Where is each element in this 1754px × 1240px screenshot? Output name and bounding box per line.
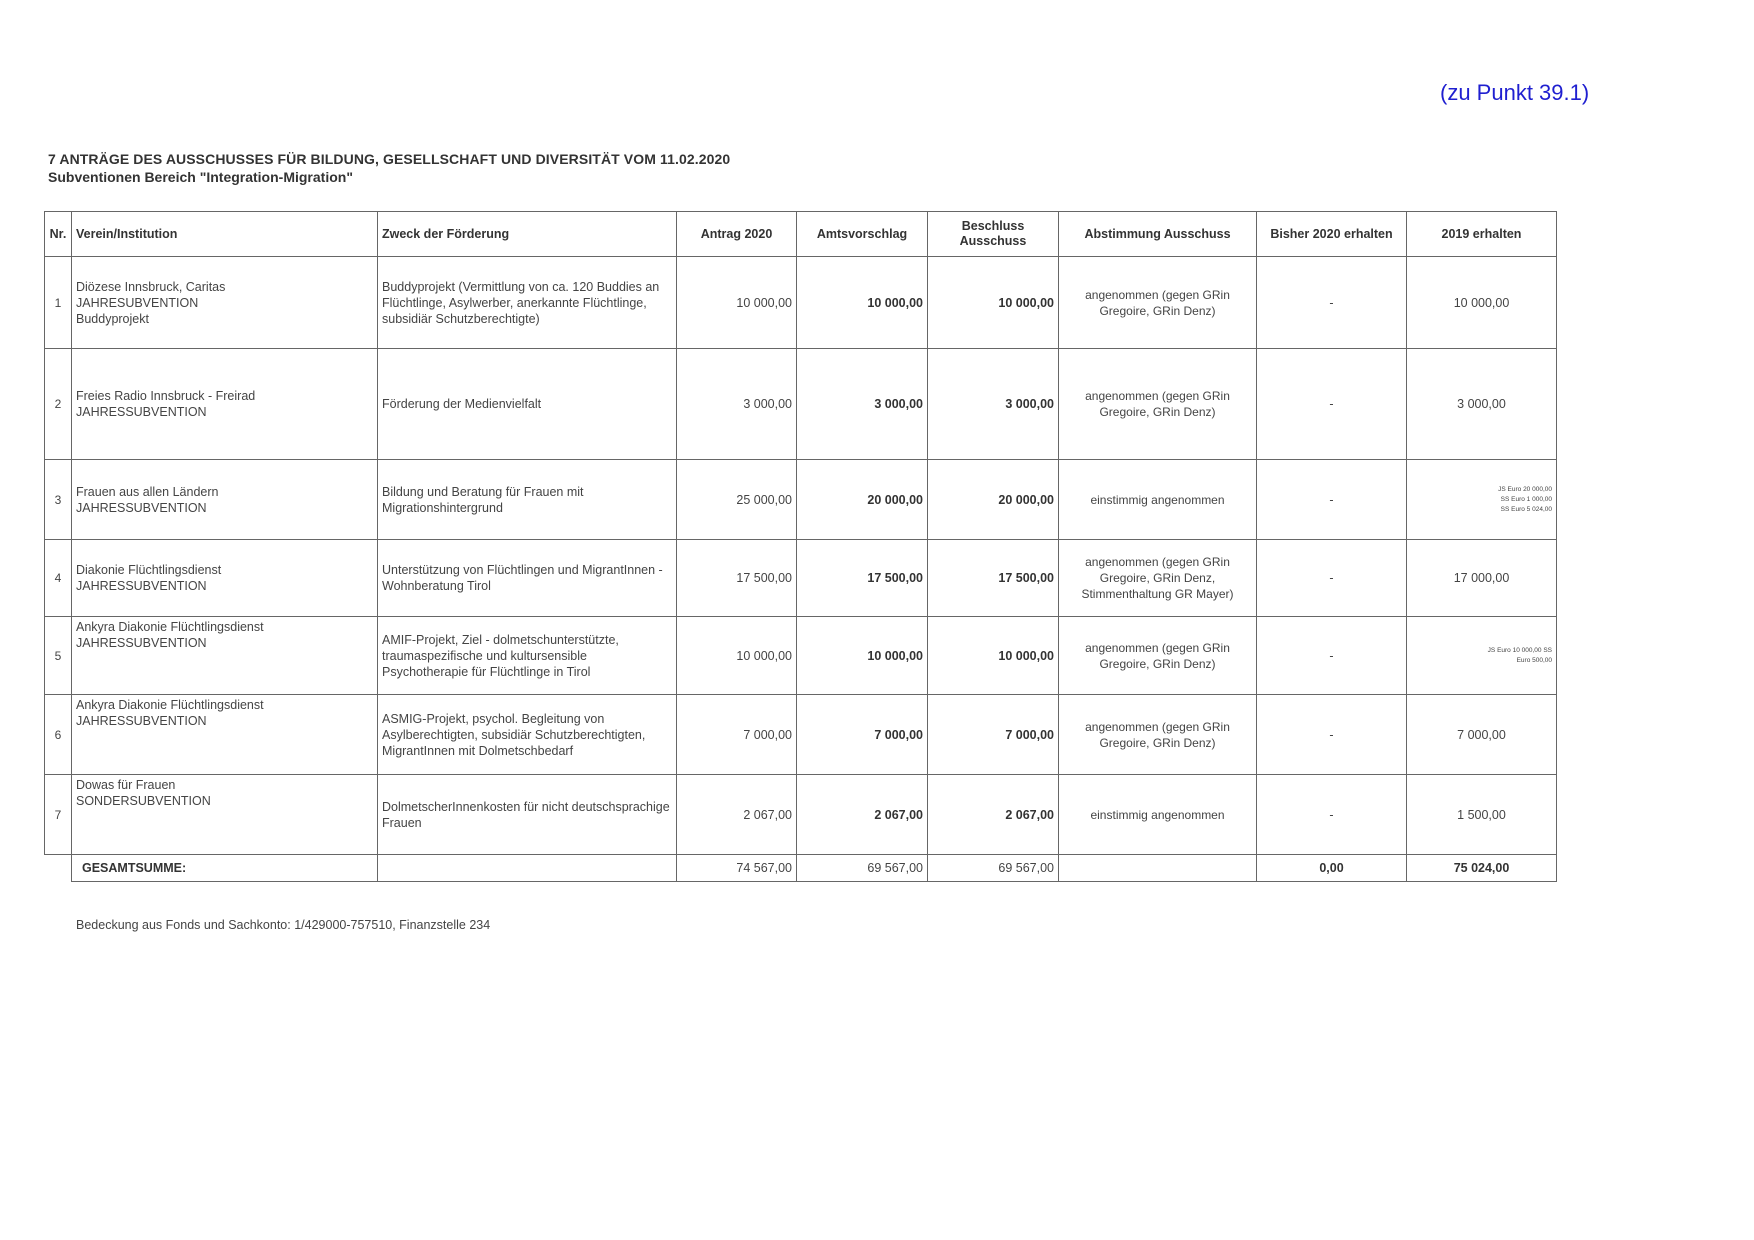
header-nr: Nr. [45, 212, 72, 257]
cell-antrag: 7 000,00 [677, 695, 797, 775]
cell-abstimmung: angenommen (gegen GRin Gregoire, GRin Denz) [1059, 617, 1257, 695]
cell-beschluss: 17 500,00 [928, 540, 1059, 617]
cell-abstimmung: angenommen (gegen GRin Gregoire, GRin Denz, Stimmenthaltung GR Mayer) [1059, 540, 1257, 617]
document-heading [48, 150, 730, 186]
agenda-reference: (zu Punkt 39.1) [1440, 80, 1590, 105]
header-zweck: Zweck der Förderung [378, 212, 677, 257]
cell-zweck: AMIF-Projekt, Ziel - dolmetschunterstützte, traumaspezifische und kultursensible Psychotherapie für Flüchtlinge in Tirol [378, 617, 677, 695]
subsidy-table [44, 211, 1557, 882]
header-beschluss: Beschluss Ausschuss [928, 212, 1059, 257]
cell-abstimmung: angenommen (gegen GRin Gregoire, GRin Denz) [1059, 349, 1257, 460]
cell-zweck: Unterstützung von Flüchtlingen und MigrantInnen - Wohnberatung Tirol [378, 540, 677, 617]
cell-amtsvorschlag: 3 000,00 [797, 349, 928, 460]
cell-2019: 7 000,00 [1407, 695, 1557, 775]
cell-2019: JS Euro 20 000,00 SS Euro 1 000,00 SS Euro 5 024,00 [1407, 460, 1557, 540]
total-label: GESAMTSUMME: [72, 855, 378, 882]
document-title: 7 ANTRÄGE DES AUSSCHUSSES FÜR BILDUNG, GESELLSCHAFT UND DIVERSITÄT VOM 11.02.2020 [48, 151, 731, 167]
total-bisher: 0,00 [1257, 855, 1407, 882]
cell-nr: 6 [45, 695, 72, 775]
header-2019: 2019 erhalten [1407, 212, 1557, 257]
total-2019: 75 024,00 [1407, 855, 1557, 882]
cell-antrag: 10 000,00 [677, 257, 797, 349]
cell-beschluss: 10 000,00 [928, 257, 1059, 349]
total-antrag: 74 567,00 [677, 855, 797, 882]
document-subtitle: Subventionen Bereich "Integration-Migration" [48, 169, 353, 185]
table-row [45, 617, 1557, 695]
cell-nr: 7 [45, 775, 72, 855]
cell-2019: 1 500,00 [1407, 775, 1557, 855]
cell-bisher: - [1257, 775, 1407, 855]
cell-institution: Freies Radio Innsbruck - Freirad JAHRESSUBVENTION [72, 349, 378, 460]
cell-institution: Diözese Innsbruck, Caritas JAHRESUBVENTION Buddyprojekt [72, 257, 378, 349]
cell-zweck: DolmetscherInnenkosten für nicht deutschsprachige Frauen [378, 775, 677, 855]
total-empty-zweck [378, 855, 677, 882]
cell-institution: Ankyra Diakonie Flüchtlingsdienst JAHRESSUBVENTION [72, 695, 378, 775]
cell-abstimmung: angenommen (gegen GRin Gregoire, GRin Denz) [1059, 695, 1257, 775]
total-empty-abstimmung [1059, 855, 1257, 882]
cell-amtsvorschlag: 20 000,00 [797, 460, 928, 540]
cell-institution: Ankyra Diakonie Flüchtlingsdienst JAHRESSUBVENTION [72, 617, 378, 695]
total-row [45, 855, 1557, 882]
cell-nr: 3 [45, 460, 72, 540]
header-abstimmung: Abstimmung Ausschuss [1059, 212, 1257, 257]
cell-antrag: 17 500,00 [677, 540, 797, 617]
table-header-row [45, 212, 1557, 257]
cell-abstimmung: angenommen (gegen GRin Gregoire, GRin Denz) [1059, 257, 1257, 349]
cell-nr: 5 [45, 617, 72, 695]
cell-amtsvorschlag: 2 067,00 [797, 775, 928, 855]
cell-2019: 17 000,00 [1407, 540, 1557, 617]
cell-2019: 3 000,00 [1407, 349, 1557, 460]
cell-bisher: - [1257, 695, 1407, 775]
cell-beschluss: 7 000,00 [928, 695, 1059, 775]
cell-antrag: 3 000,00 [677, 349, 797, 460]
cell-beschluss: 20 000,00 [928, 460, 1059, 540]
total-amtsvorschlag: 69 567,00 [797, 855, 928, 882]
cell-abstimmung: einstimmig angenommen [1059, 460, 1257, 540]
table-row [45, 257, 1557, 349]
cell-institution: Diakonie Flüchtlingsdienst JAHRESSUBVENTION [72, 540, 378, 617]
cell-beschluss: 10 000,00 [928, 617, 1059, 695]
header-amtsvorschlag: Amtsvorschlag [797, 212, 928, 257]
header-institution: Verein/Institution [72, 212, 378, 257]
cell-antrag: 2 067,00 [677, 775, 797, 855]
cell-2019: 10 000,00 [1407, 257, 1557, 349]
header-antrag: Antrag 2020 [677, 212, 797, 257]
cell-amtsvorschlag: 7 000,00 [797, 695, 928, 775]
cell-zweck: Bildung und Beratung für Frauen mit Migrationshintergrund [378, 460, 677, 540]
cell-zweck: ASMIG-Projekt, psychol. Begleitung von Asylberechtigten, subsidiär Schutzberechtigten, MigrantInnen mit Dolmetschbedarf [378, 695, 677, 775]
cell-beschluss: 3 000,00 [928, 349, 1059, 460]
total-spacer [45, 855, 72, 882]
table-row [45, 775, 1557, 855]
cell-zweck: Förderung der Medienvielfalt [378, 349, 677, 460]
cell-amtsvorschlag: 17 500,00 [797, 540, 928, 617]
total-beschluss: 69 567,00 [928, 855, 1059, 882]
cell-bisher: - [1257, 460, 1407, 540]
cell-nr: 2 [45, 349, 72, 460]
cell-beschluss: 2 067,00 [928, 775, 1059, 855]
cell-2019: JS Euro 10 000,00 SS Euro 500,00 [1407, 617, 1557, 695]
cell-nr: 1 [45, 257, 72, 349]
cell-zweck: Buddyprojekt (Vermittlung von ca. 120 Buddies an Flüchtlinge, Asylwerber, anerkannte Flüchtlinge, subsidiär Schutzberechtigte) [378, 257, 677, 349]
cell-amtsvorschlag: 10 000,00 [797, 617, 928, 695]
cell-institution: Dowas für Frauen SONDERSUBVENTION [72, 775, 378, 855]
cell-nr: 4 [45, 540, 72, 617]
table-row [45, 540, 1557, 617]
cell-bisher: - [1257, 540, 1407, 617]
header-bisher: Bisher 2020 erhalten [1257, 212, 1407, 257]
cell-antrag: 10 000,00 [677, 617, 797, 695]
cell-antrag: 25 000,00 [677, 460, 797, 540]
funding-footnote: Bedeckung aus Fonds und Sachkonto: 1/429000-757510, Finanzstelle 234 [76, 918, 491, 932]
table-row [45, 349, 1557, 460]
cell-bisher: - [1257, 349, 1407, 460]
cell-amtsvorschlag: 10 000,00 [797, 257, 928, 349]
table-row [45, 695, 1557, 775]
cell-bisher: - [1257, 617, 1407, 695]
cell-institution: Frauen aus allen Ländern JAHRESSUBVENTION [72, 460, 378, 540]
cell-abstimmung: einstimmig angenommen [1059, 775, 1257, 855]
table-row [45, 460, 1557, 540]
cell-bisher: - [1257, 257, 1407, 349]
